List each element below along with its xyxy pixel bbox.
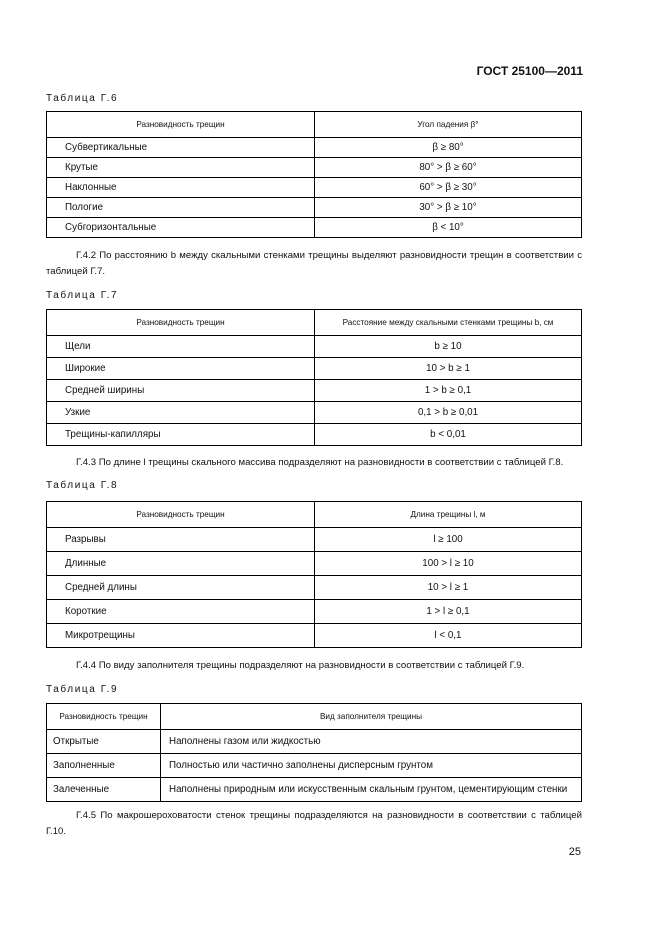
table-cell: Средней ширины	[47, 380, 315, 402]
table-cell: Микротрещины	[47, 624, 315, 648]
table-g7	[46, 309, 582, 446]
table-cell: Короткие	[47, 600, 315, 624]
paragraph-g-4-5: Г.4.5 По макрошероховатости стенок трещины подразделяются на разновидности в соответствии с таблицей Г.10.	[46, 810, 582, 837]
table-cell: Узкие	[47, 402, 315, 424]
table-header-row	[47, 310, 582, 336]
table-cell: β ≥ 80°	[315, 138, 582, 158]
table-row	[47, 778, 582, 802]
table-cell: Залеченные	[47, 778, 161, 802]
table-cell: 1 > l ≥ 0,1	[315, 600, 582, 624]
table-cell: b < 0,01	[315, 424, 582, 446]
table-cell: Наполнены газом или жидкостью	[161, 730, 582, 754]
table-cell: Заполненные	[47, 754, 161, 778]
table-row	[47, 158, 582, 178]
table-caption-g6: Таблица Г.6	[46, 93, 119, 104]
table-cell: 1 > b ≥ 0,1	[315, 380, 582, 402]
table-cell: 80° > β ≥ 60°	[315, 158, 582, 178]
table-row	[47, 336, 582, 358]
column-header: Разновидность трещин	[47, 502, 315, 528]
table-cell: Субгоризонтальные	[47, 218, 315, 238]
table-cell: Субвертикальные	[47, 138, 315, 158]
table-g8	[46, 501, 582, 648]
table-caption-g8: Таблица Г.8	[46, 480, 119, 491]
table-cell: 100 > l ≥ 10	[315, 552, 582, 576]
table-row	[47, 218, 582, 238]
paragraph-g-4-4: Г.4.4 По виду заполнителя трещины подразделяют на разновидности в соответствии с таблицей Г.9.	[76, 660, 525, 671]
table-cell: Трещины-капилляры	[47, 424, 315, 446]
page-number: 25	[568, 846, 581, 858]
table-cell: 10 > l ≥ 1	[315, 576, 582, 600]
table-cell: Разрывы	[47, 528, 315, 552]
table-row	[47, 576, 582, 600]
table-row	[47, 730, 582, 754]
table-header-row	[47, 112, 582, 138]
table-cell: β < 10°	[315, 218, 582, 238]
table-row	[47, 380, 582, 402]
column-header: Угол падения β°	[315, 112, 582, 138]
table-cell: Широкие	[47, 358, 315, 380]
table-row	[47, 624, 582, 648]
table-cell: 10 > b ≥ 1	[315, 358, 582, 380]
table-cell: Открытые	[47, 730, 161, 754]
table-cell: Наполнены природным или искусственным скальным грунтом, цементирующим стенки	[161, 778, 582, 802]
table-cell: l < 0,1	[315, 624, 582, 648]
table-g9	[46, 703, 582, 802]
table-g6	[46, 111, 582, 238]
table-cell: Щели	[47, 336, 315, 358]
table-row	[47, 424, 582, 446]
table-row	[47, 178, 582, 198]
column-header: Длина трещины l, м	[315, 502, 582, 528]
table-row	[47, 358, 582, 380]
table-cell: l ≥ 100	[315, 528, 582, 552]
table-row	[47, 754, 582, 778]
table-header-row	[47, 502, 582, 528]
table-cell: b ≥ 10	[315, 336, 582, 358]
column-header: Расстояние между скальными стенками трещины b, см	[315, 310, 582, 336]
column-header: Разновидность трещин	[47, 310, 315, 336]
table-header-row	[47, 704, 582, 730]
table-row	[47, 138, 582, 158]
table-cell: Средней длины	[47, 576, 315, 600]
column-header: Разновидность трещин	[47, 112, 315, 138]
table-row	[47, 402, 582, 424]
paragraph-g-4-2: Г.4.2 По расстоянию b между скальными стенками трещины выделяют разновидности трещин в соответствии с таблицей Г.7.	[46, 250, 582, 277]
table-caption-g7: Таблица Г.7	[46, 290, 119, 301]
table-cell: Наклонные	[47, 178, 315, 198]
table-row	[47, 600, 582, 624]
table-cell: 0,1 > b ≥ 0,01	[315, 402, 582, 424]
table-row	[47, 528, 582, 552]
table-cell: 60° > β ≥ 30°	[315, 178, 582, 198]
table-cell: 30° > β ≥ 10°	[315, 198, 582, 218]
table-cell: Крутые	[47, 158, 315, 178]
table-caption-g9: Таблица Г.9	[46, 684, 119, 695]
table-row	[47, 198, 582, 218]
paragraph-g-4-3: Г.4.3 По длине l трещины скального массива подразделяют на разновидности в соответствии с таблицей Г.8.	[76, 457, 564, 468]
column-header: Вид заполнителя трещины	[161, 704, 582, 730]
table-cell: Длинные	[47, 552, 315, 576]
table-cell: Пологие	[47, 198, 315, 218]
standard-number: ГОСТ 25100—2011	[476, 64, 583, 78]
table-row	[47, 552, 582, 576]
column-header: Разновидность трещин	[47, 704, 161, 730]
table-cell: Полностью или частично заполнены дисперсным грунтом	[161, 754, 582, 778]
